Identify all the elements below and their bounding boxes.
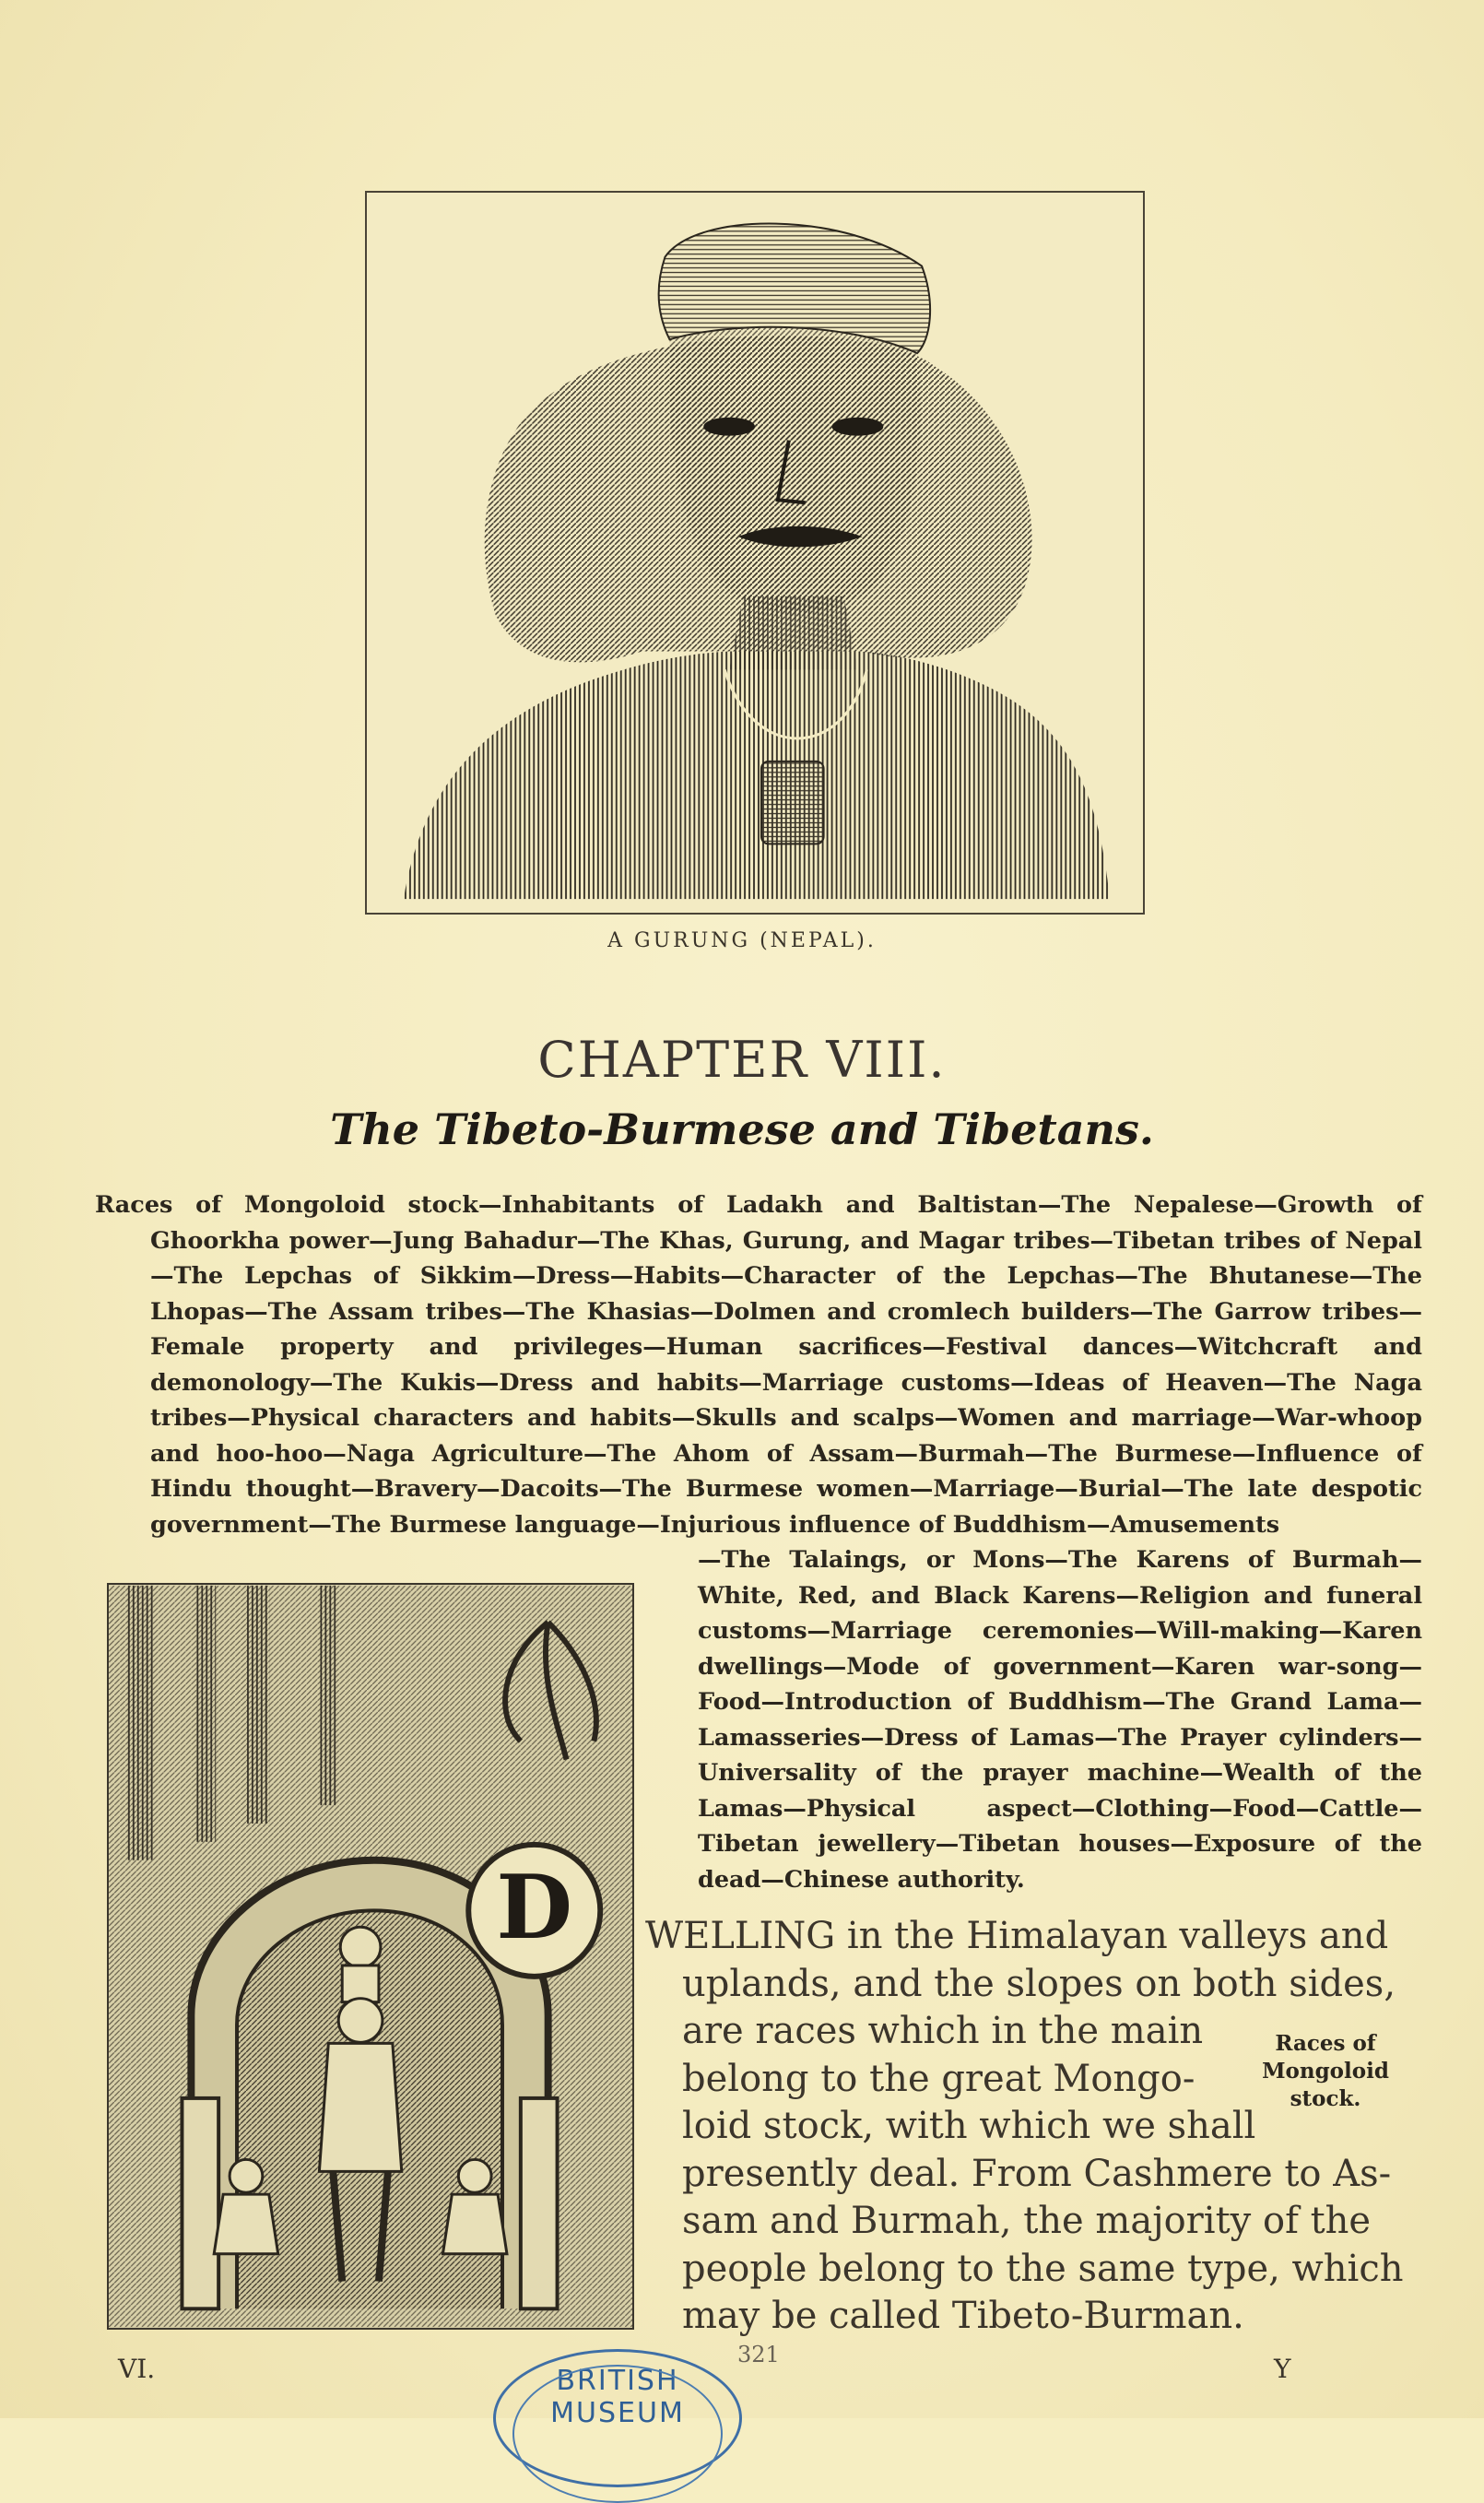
synopsis-text: Races of Mongoloid stock—Inhabitants of Ladakh and Baltistan—The Nepalese—Growth of Ghoorkha power—Jung Bahadur—The Khas, Gurung, and Magar tribes—Tibetan tribes of Nepal—The Lepchas of Sikkim—Dress—Habits—Character of the Lepchas—The Bhutanese—The Lhopas—The Assam tribes—The Khasias—Dolmen and cromlech builders—The Garrow tribes—Female property and privileges—Human sacrifices—Festival dances—Witchcraft and demonology—The Kukis—Dress and habits—Marriage customs—Ideas of Heaven—The Naga tribes—Physical characters and habits—Skulls and scalps—Women and marriage—War-whoop and hoo-hoo—Naga Agriculture—The Ahom of Assam—Burmah—The Burmese—Influence of Hindu thought—Bravery—Dacoits—The Burmese women—Marriage—Burial—The late despotic government—The Burmese language—Injurious influence of Buddhism—Amusements bbox=[95, 1191, 1422, 1539]
portrait-engraving bbox=[365, 191, 1145, 915]
body-line: WELLING in the Himalayan valleys and bbox=[645, 1915, 1389, 1957]
library-stamp bbox=[493, 2349, 742, 2487]
signature-mark-right: Y bbox=[1274, 2354, 1291, 2384]
chapter-synopsis bbox=[95, 1187, 1422, 1542]
chapter-subtitle: The Tibeto-Burmese and Tibetans. bbox=[330, 1104, 1154, 1154]
margin-note: Races of Mongoloid stock. bbox=[1262, 2031, 1389, 2111]
decorative-initial-engraving bbox=[107, 1583, 634, 2330]
body-paragraph bbox=[645, 1913, 1424, 2341]
page-number: 321 bbox=[737, 2342, 780, 2367]
body-line: loid stock, with which we shall bbox=[682, 2105, 1256, 2147]
body-line: may be called Tibeto-Burman. bbox=[682, 2295, 1244, 2337]
shrine-illustration bbox=[109, 1585, 632, 2328]
body-line: are races which in the main bbox=[682, 2010, 1204, 2052]
portrait-illustration bbox=[367, 193, 1143, 913]
chapter-heading: CHAPTER VIII. bbox=[537, 1031, 947, 1089]
body-line: belong to the great Mongo- bbox=[682, 2057, 1195, 2100]
drop-cap-letter: D bbox=[496, 1856, 573, 1960]
figure-caption: A GURUNG (NEPAL). bbox=[607, 929, 877, 952]
body-line: sam and Burmah, the majority of the bbox=[682, 2200, 1372, 2242]
body-line: presently deal. From Cashmere to As- bbox=[682, 2152, 1392, 2195]
body-line: uplands, and the slopes on both sides, bbox=[682, 1962, 1396, 2005]
body-line: people belong to the same type, which bbox=[682, 2247, 1404, 2290]
stamp-ring bbox=[512, 2365, 723, 2503]
stamp-text: BRITISH MUSEUM bbox=[550, 2365, 685, 2429]
chapter-synopsis-column: —The Talaings, or Mons—The Karens of Burmah—White, Red, and Black Karens—Religion and funeral customs—Marriage ceremonies—Will-making—Karen dwellings—Mode of government—Karen war-song—Food—Introduction of Buddhism—The Grand Lama—Lamasseries—Dress of Lamas—The Prayer cylinders—Universality of the prayer machine—Wealth of the Lamas—Physical aspect—Clothing—Food—Cattle—Tibetan jewellery—Tibetan houses—Exposure of the dead—Chinese authority. bbox=[698, 1546, 1422, 1894]
signature-mark-left: VI. bbox=[118, 2354, 156, 2384]
